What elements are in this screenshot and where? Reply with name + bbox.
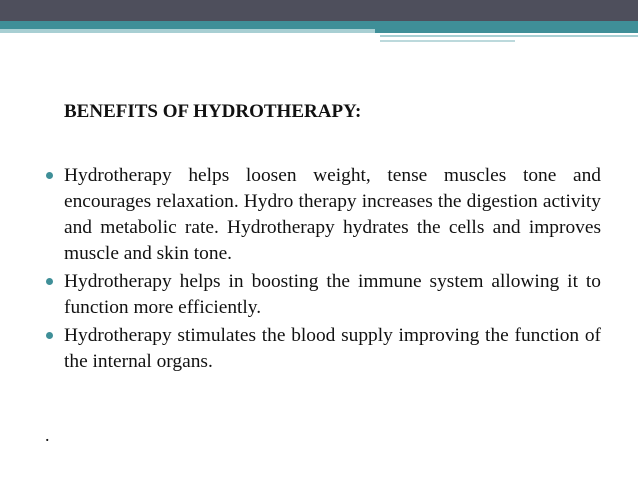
header-right-line-2 <box>380 40 515 42</box>
bullet-2-rest: system allowing it to function more efficiently. <box>64 271 601 318</box>
trailing-mark: . <box>45 425 50 445</box>
bullet-list <box>46 163 601 377</box>
header-bar-teal <box>0 21 638 29</box>
bullet-3-rest: function of the internal organs. <box>64 325 601 372</box>
header-bar-dark <box>0 0 638 21</box>
bullet-item-3 <box>46 323 601 375</box>
bullet-2-first-line: Hydrotherapy helps in boosting the immune <box>64 271 422 292</box>
slide-heading: BENEFITS OF HYDROTHERAPY: <box>64 101 362 122</box>
header-bar-light <box>0 29 375 33</box>
bullet-1-first-line: Hydrotherapy helps loosen weight, tense muscles tone <box>64 165 557 186</box>
bullet-dot-icon <box>46 278 53 285</box>
bullet-item-2 <box>46 269 601 321</box>
header-right-line-1 <box>380 35 638 37</box>
bullet-3-first-line: Hydrotherapy stimulates the blood supply improving the <box>64 325 509 346</box>
bullet-dot-icon <box>46 172 53 179</box>
bullet-item-1 <box>46 163 601 267</box>
bullet-1-rest: and encourages relaxation. Hydro therapy increases the digestion activity and metabolic rate. Hydrotherapy hydrates the cells and improves muscle and skin tone. <box>64 165 601 264</box>
bullet-dot-icon <box>46 332 53 339</box>
